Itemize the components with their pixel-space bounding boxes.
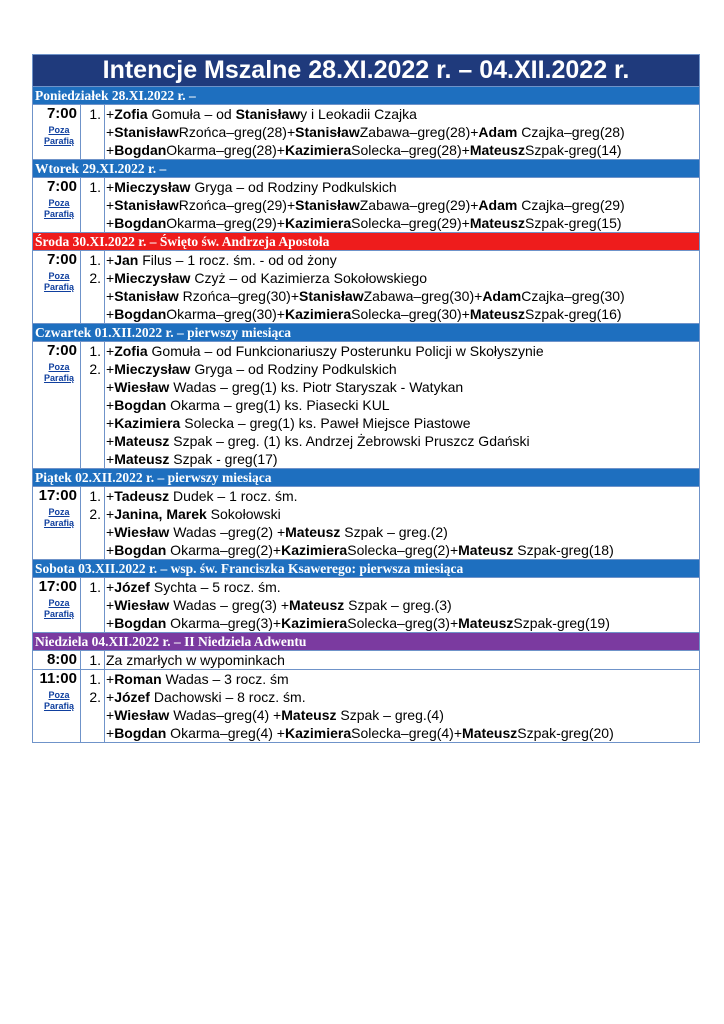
intention-number bbox=[81, 523, 105, 541]
intention-line bbox=[81, 487, 699, 505]
intentions-list bbox=[80, 487, 699, 559]
intention-text: +Bogdan Okarma–greg(2)+KazimieraSolecka–greg(2)+Mateusz Szpak-greg(18) bbox=[106, 542, 614, 558]
days-list bbox=[33, 86, 699, 742]
intention-line bbox=[81, 706, 699, 724]
intention-number: 2. bbox=[81, 688, 105, 706]
intention-number bbox=[81, 614, 105, 632]
intention-number bbox=[81, 196, 105, 214]
intention-text: +Tadeusz Dudek – 1 rocz. śm. bbox=[106, 488, 298, 504]
intention-number: 2. bbox=[81, 269, 105, 287]
intention-number: 1. bbox=[81, 105, 105, 123]
intention-number bbox=[81, 287, 105, 305]
intention-text: +Bogdan Okarma–greg(4) +KazimieraSolecka–greg(4)+MateuszSzpak-greg(20) bbox=[106, 725, 614, 741]
time-column bbox=[33, 670, 80, 742]
intention-number bbox=[81, 141, 105, 159]
intention-number bbox=[81, 414, 105, 432]
intentions-list bbox=[80, 251, 699, 323]
day-header: Poniedziałek 28.XI.2022 r. – bbox=[33, 86, 699, 104]
intention-text: +Mateusz Szpak – greg. (1) ks. Andrzej Żebrowski Pruszcz Gdański bbox=[106, 433, 530, 449]
intention-line bbox=[81, 670, 699, 688]
intention-line bbox=[81, 214, 699, 232]
time-column bbox=[33, 487, 80, 559]
day-header: Środa 30.XI.2022 r. – Święto św. Andrzeja Apostoła bbox=[33, 232, 699, 250]
intention-number bbox=[81, 706, 105, 724]
day-header: Piątek 02.XII.2022 r. – pierwszy miesiąca bbox=[33, 468, 699, 486]
intention-line bbox=[81, 396, 699, 414]
intention-number bbox=[81, 305, 105, 323]
mass-time: 17:00 bbox=[38, 487, 77, 504]
mass-slot bbox=[33, 577, 699, 632]
intention-number bbox=[81, 396, 105, 414]
intentions-list bbox=[80, 105, 699, 159]
intention-text: +Jan Filus – 1 rocz. śm. - od od żony bbox=[106, 252, 337, 268]
time-column bbox=[33, 178, 80, 232]
intention-text: +Zofia Gomuła – od Stanisławy i Leokadii Czajka bbox=[106, 106, 417, 122]
intention-text: Za zmarłych w wypominkach bbox=[106, 652, 285, 668]
intentions-list bbox=[80, 670, 699, 742]
intention-text: +Bogdan Okarma–greg(3)+KazimieraSolecka–greg(3)+MateuszSzpak-greg(19) bbox=[106, 615, 610, 631]
mass-slot bbox=[33, 177, 699, 232]
intention-line bbox=[81, 141, 699, 159]
intention-line bbox=[81, 178, 699, 196]
intention-line bbox=[81, 505, 699, 523]
location-note: Poza Parafią bbox=[43, 362, 75, 383]
time-column bbox=[33, 342, 80, 468]
location-note: Poza Parafią bbox=[43, 271, 75, 292]
intention-number: 1. bbox=[81, 487, 105, 505]
intention-line bbox=[81, 651, 699, 669]
mass-slot bbox=[33, 669, 699, 742]
intention-number bbox=[81, 378, 105, 396]
mass-time: 7:00 bbox=[46, 251, 77, 268]
location-note: Poza Parafią bbox=[43, 598, 75, 619]
intention-text: +Wiesław Wadas–greg(4) +Mateusz Szpak – greg.(4) bbox=[106, 707, 444, 723]
intention-text: +Wiesław Wadas – greg(3) +Mateusz Szpak – greg.(3) bbox=[106, 597, 452, 613]
location-note: Poza Parafią bbox=[43, 198, 75, 219]
mass-time: 11:00 bbox=[39, 670, 77, 687]
mass-slot bbox=[33, 486, 699, 559]
day-header: Niedziela 04.XII.2022 r. – II Niedziela Adwentu bbox=[33, 632, 699, 650]
day-header: Wtorek 29.XI.2022 r. – bbox=[33, 159, 699, 177]
intention-number: 1. bbox=[81, 670, 105, 688]
intention-line bbox=[81, 596, 699, 614]
mass-slot bbox=[33, 341, 699, 468]
intention-line bbox=[81, 414, 699, 432]
time-column bbox=[33, 651, 80, 669]
intention-text: +BogdanOkarma–greg(28)+KazimieraSolecka–greg(28)+MateuszSzpak-greg(14) bbox=[106, 142, 622, 158]
intention-line bbox=[81, 287, 699, 305]
intention-line bbox=[81, 578, 699, 596]
intention-text: +Bogdan Okarma – greg(1) ks. Piasecki KUL bbox=[106, 397, 390, 413]
intention-number bbox=[81, 541, 105, 559]
intentions-sheet bbox=[32, 54, 700, 743]
intention-line bbox=[81, 541, 699, 559]
intention-text: +Stanisław Rzońca–greg(30)+StanisławZabawa–greg(30)+AdamCzajka–greg(30) bbox=[106, 288, 625, 304]
mass-time: 7:00 bbox=[46, 105, 77, 122]
intention-number: 1. bbox=[81, 342, 105, 360]
day-header: Sobota 03.XII.2022 r. – wsp. św. Franciszka Ksawerego: pierwsza miesiąca bbox=[33, 559, 699, 577]
intention-text: +Janina, Marek Sokołowski bbox=[106, 506, 281, 522]
intention-number bbox=[81, 432, 105, 450]
intention-text: +StanisławRzońca–greg(29)+StanisławZabawa–greg(29)+Adam Czajka–greg(29) bbox=[106, 197, 625, 213]
intention-number: 2. bbox=[81, 360, 105, 378]
mass-slot bbox=[33, 104, 699, 159]
intention-line bbox=[81, 269, 699, 287]
location-note: Poza Parafią bbox=[43, 507, 75, 528]
day-header: Czwartek 01.XII.2022 r. – pierwszy miesiąca bbox=[33, 323, 699, 341]
intention-number bbox=[81, 596, 105, 614]
intention-number bbox=[81, 450, 105, 468]
intention-text: +BogdanOkarma–greg(29)+KazimieraSolecka–greg(29)+MateuszSzpak-greg(15) bbox=[106, 215, 622, 231]
intention-line bbox=[81, 305, 699, 323]
mass-time: 7:00 bbox=[46, 342, 77, 359]
mass-time: 8:00 bbox=[46, 651, 77, 668]
mass-slot bbox=[33, 650, 699, 669]
intention-line bbox=[81, 724, 699, 742]
intention-text: +Mieczysław Gryga – od Rodziny Podkulskich bbox=[106, 179, 397, 195]
intention-line bbox=[81, 123, 699, 141]
intention-text: +Mieczysław Czyż – od Kazimierza Sokołowskiego bbox=[106, 270, 427, 286]
intentions-list bbox=[80, 578, 699, 632]
intention-line bbox=[81, 360, 699, 378]
intention-line bbox=[81, 523, 699, 541]
intention-number: 2. bbox=[81, 505, 105, 523]
intention-line bbox=[81, 450, 699, 468]
intentions-list bbox=[80, 342, 699, 468]
intention-number: 1. bbox=[81, 178, 105, 196]
intention-text: +Kazimiera Solecka – greg(1) ks. Paweł Miejsce Piastowe bbox=[106, 415, 471, 431]
intention-text: +Roman Wadas – 3 rocz. śm bbox=[106, 671, 289, 687]
intention-number: 1. bbox=[81, 251, 105, 269]
intentions-list bbox=[80, 651, 699, 669]
intention-number bbox=[81, 123, 105, 141]
intention-line bbox=[81, 432, 699, 450]
intention-text: +Józef Sychta – 5 rocz. śm. bbox=[106, 579, 281, 595]
intention-text: +BogdanOkarma–greg(30)+KazimieraSolecka–greg(30)+MateuszSzpak-greg(16) bbox=[106, 306, 622, 322]
intention-line bbox=[81, 251, 699, 269]
intention-line bbox=[81, 688, 699, 706]
intention-text: +Mateusz Szpak - greg(17) bbox=[106, 451, 278, 467]
intention-line bbox=[81, 105, 699, 123]
intention-number: 1. bbox=[81, 578, 105, 596]
time-column bbox=[33, 105, 80, 159]
intention-text: +Wiesław Wadas –greg(2) +Mateusz Szpak – greg.(2) bbox=[106, 524, 448, 540]
intention-number: 1. bbox=[81, 651, 105, 669]
intention-text: +Józef Dachowski – 8 rocz. śm. bbox=[106, 689, 306, 705]
mass-time: 17:00 bbox=[38, 578, 77, 595]
intention-text: +Mieczysław Gryga – od Rodziny Podkulskich bbox=[106, 361, 397, 377]
intention-line bbox=[81, 342, 699, 360]
mass-time: 7:00 bbox=[46, 178, 77, 195]
intention-number bbox=[81, 214, 105, 232]
intention-text: +Zofia Gomuła – od Funkcionariuszy Posterunku Policji w Skołyszynie bbox=[106, 343, 544, 359]
intention-line bbox=[81, 378, 699, 396]
intention-line bbox=[81, 196, 699, 214]
intention-number bbox=[81, 724, 105, 742]
time-column bbox=[33, 251, 80, 323]
page-title: Intencje Mszalne 28.XI.2022 r. – 04.XII.2022 r. bbox=[33, 55, 699, 86]
intention-text: +StanisławRzońca–greg(28)+StanisławZabawa–greg(28)+Adam Czajka–greg(28) bbox=[106, 124, 625, 140]
intention-line bbox=[81, 614, 699, 632]
intention-text: +Wiesław Wadas – greg(1) ks. Piotr Staryszak - Watykan bbox=[106, 379, 464, 395]
location-note: Poza Parafią bbox=[43, 690, 75, 711]
location-note: Poza Parafią bbox=[43, 125, 75, 146]
time-column bbox=[33, 578, 80, 632]
mass-slot bbox=[33, 250, 699, 323]
intentions-list bbox=[80, 178, 699, 232]
